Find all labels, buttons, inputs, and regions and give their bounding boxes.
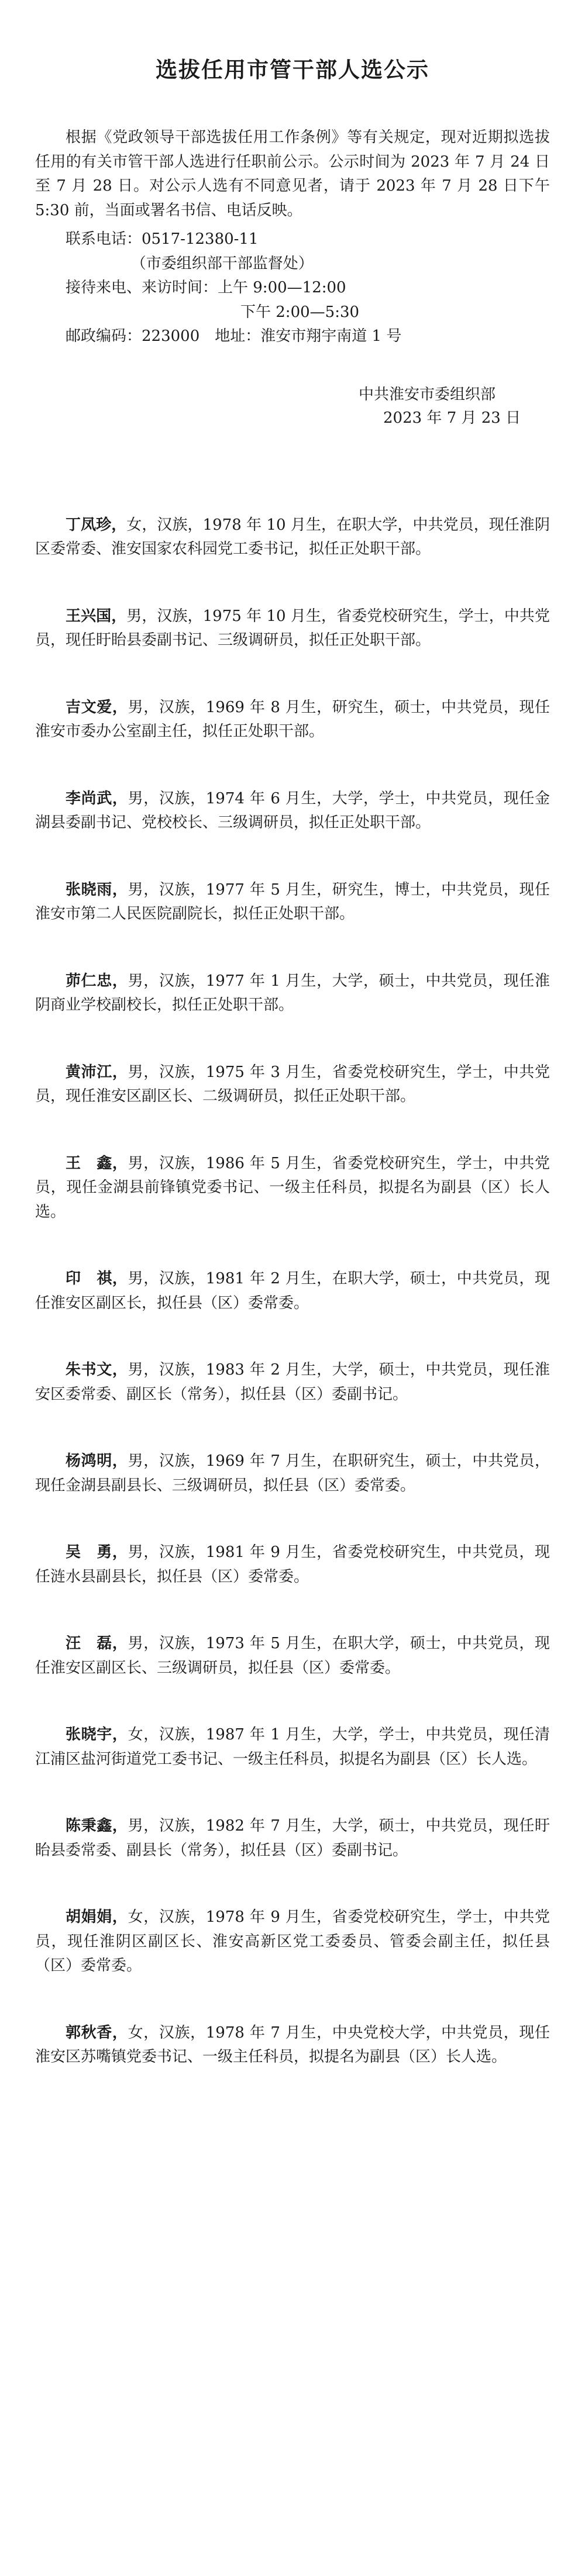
candidate-details: 女，汉族，1987 年 1 月生，大学，学士，中共党员，现任清江浦区盐河街道党工委书记、一级主任科员，拟提名为副县（区）长人选。 [35, 1726, 550, 1768]
candidate-entry [35, 969, 550, 1018]
candidate-entry [35, 1152, 550, 1225]
candidate-name: 吉文爱， [66, 698, 128, 716]
candidate-entry [35, 1905, 550, 1978]
candidate-entry [35, 787, 550, 835]
candidate-details: 男，汉族，1969 年 7 月生，在职研究生，硕士，中共党员，现任金湖县副县长、三级调研员，拟任县（区）委常委。 [35, 1452, 550, 1494]
candidate-entry [35, 1632, 550, 1680]
candidate-entry [35, 1358, 550, 1407]
candidate-name: 黄沛江， [66, 1063, 128, 1081]
candidate-name: 王兴国， [66, 607, 127, 625]
signature-date: 2023 年 7 月 23 日 [383, 409, 521, 427]
candidate-details: 男，汉族，1977 年 5 月生，研究生，博士，中共党员，现任淮安市第二人民医院副院长，拟任正处职干部。 [35, 880, 550, 923]
candidate-name: 李尚武， [66, 789, 128, 807]
candidate-name: 印 祺， [66, 1270, 128, 1287]
candidate-entry [35, 605, 550, 653]
candidate-details: 女，汉族，1978 年 10 月生，在职大学，中共党员，现任淮阴区委常委、淮安国家农科园党工委书记，拟任正处职干部。 [35, 516, 550, 558]
signature-organization: 中共淮安市委组织部 [359, 385, 496, 403]
candidate-entry [35, 513, 550, 562]
candidate-name: 吴 勇， [66, 1543, 128, 1561]
candidate-entry [35, 1449, 550, 1498]
candidate-name: 朱书文， [66, 1361, 128, 1379]
candidate-details: 男，汉族，1981 年 9 月生，省委党校研究生，中共党员，现任涟水县副县长，拟任县（区）委常委。 [35, 1543, 550, 1586]
reception-hours-afternoon: 下午 2:00—5:30 [240, 303, 360, 321]
candidate-name: 郭秋香， [66, 2023, 128, 2042]
candidate-name: 张晓雨， [66, 880, 128, 899]
candidate-entry [35, 1814, 550, 1863]
candidate-details: 男，汉族，1974 年 6 月生，大学，学士，中共党员，现任金湖县委副书记、党校校长、三级调研员，拟任正处职干部。 [35, 789, 550, 831]
candidate-name: 张晓宇， [66, 1726, 128, 1743]
candidate-details: 男，汉族，1977 年 1 月生，大学，硕士，中共党员，现任淮阴商业学校副校长，拟任正处职干部。 [35, 972, 550, 1014]
intro-paragraph: 根据《党政领导干部选拔任用工作条例》等有关规定，现对近期拟选拔任用的有关市管干部人选进行任职前公示。公示时间为 2023 年 7 月 24 日至 7 月 28 日。对公示人选有不同意见者，请于 2023 年 7 月 28 日下午 5:30 前，当面或署名书信、电话反映。 [35, 129, 550, 219]
candidate-entry [35, 1061, 550, 1109]
contact-block [35, 227, 550, 349]
candidate-details: 男，汉族，1981 年 2 月生，在职大学，硕士，中共党员，现任淮安区副区长，拟任县（区）委常委。 [35, 1270, 550, 1312]
document-title: 选拔任用市管干部人选公示 [156, 57, 429, 82]
signature-block [35, 383, 550, 430]
postal-address: 邮政编码：223000 地址：淮安市翔宇南道 1 号 [66, 327, 402, 345]
candidate-name: 杨鸿明， [66, 1452, 128, 1470]
candidate-entry [35, 696, 550, 744]
contact-phone: 联系电话：0517-12380-11 [66, 230, 259, 248]
candidate-list [35, 513, 550, 2070]
candidate-name: 茆仁忠， [66, 972, 128, 990]
candidate-details: 女，汉族，1978 年 7 月生，中央党校大学，中共党员，现任淮安区苏嘴镇党委书记、一级主任科员，拟提名为副县（区）长人选。 [35, 2023, 550, 2066]
candidate-details: 男，汉族，1983 年 2 月生，大学，硕士，中共党员，现任淮安区委常委、副区长（常务），拟任县（区）委副书记。 [35, 1361, 550, 1403]
candidate-details: 男，汉族，1975 年 10 月生，省委党校研究生，学士，中共党员，现任盱眙县委副书记、三级调研员，拟任正处职干部。 [35, 607, 550, 649]
candidate-entry [35, 1267, 550, 1315]
candidate-details: 男，汉族，1982 年 7 月生，大学，硕士，中共党员，现任盱眙县委常委、副县长（常务），拟任县（区）委副书记。 [35, 1817, 550, 1859]
candidate-entry [35, 1723, 550, 1772]
reception-hours-morning: 接待来电、来访时间：上午 9:00—12:00 [66, 279, 346, 296]
candidate-details: 男，汉族，1969 年 8 月生，研究生，硕士，中共党员，现任淮安市委办公室副主任，拟任正处职干部。 [35, 698, 550, 740]
candidate-entry [35, 1541, 550, 1589]
contact-department: （市委组织部干部监督处） [130, 254, 314, 272]
candidate-name: 王 鑫， [66, 1154, 128, 1172]
candidate-details: 男，汉族，1986 年 5 月生，省委党校研究生，学士，中共党员，现任金湖县前锋镇党委书记、一级主任科员，拟提名为副县（区）长人选。 [35, 1154, 550, 1221]
candidate-details: 女，汉族，1978 年 9 月生，省委党校研究生，学士，中共党员，现任淮阴区副区长、淮安高新区党工委委员、管委会副主任，拟任县（区）委常委。 [35, 1908, 550, 1974]
candidate-entry [35, 878, 550, 927]
candidate-details: 男，汉族，1973 年 5 月生，在职大学，硕士，中共党员，现任淮安区副区长、三级调研员，拟任县（区）委常委。 [35, 1635, 550, 1677]
candidate-entry [35, 2021, 550, 2070]
candidate-name: 丁凤珍， [66, 516, 127, 534]
candidate-name: 胡娟娟， [66, 1908, 128, 1926]
candidate-details: 男，汉族，1975 年 3 月生，省委党校研究生，学士，中共党员，现任淮安区副区长、二级调研员，拟任正处职干部。 [35, 1063, 550, 1105]
candidate-name: 汪 磊， [66, 1635, 128, 1652]
candidate-name: 陈秉鑫， [66, 1817, 128, 1835]
